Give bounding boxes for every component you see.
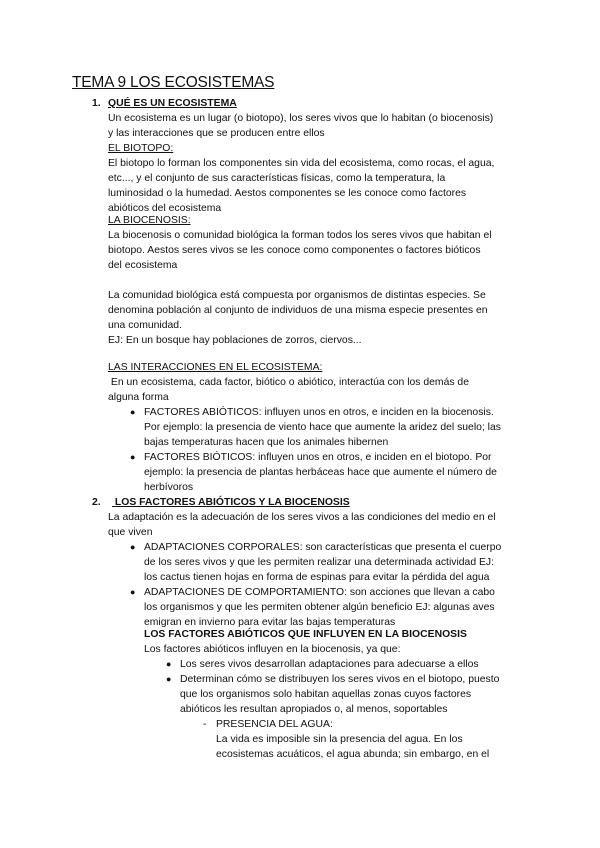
bullet-abioticos-line: bajas temperaturas hacen que los animales hibernen bbox=[144, 437, 389, 448]
bullet-corporales-line: ADAPTACIONES CORPORALES: son características que presenta el cuerpo bbox=[144, 542, 502, 553]
interacciones-line: alguna forma bbox=[108, 392, 169, 403]
comunidad-line: denomina población al conjunto de individuos de una misma especie presentes en bbox=[108, 305, 488, 316]
bullet-dot: ● bbox=[130, 452, 136, 462]
bullet-comportamiento-line: los organismos y que les permiten obtener algún beneficio EJ: algunas aves bbox=[144, 602, 495, 613]
section-2-heading: LOS FACTORES ABIÓTICOS Y LA BIOCENOSIS bbox=[112, 497, 350, 508]
subsection-heading: LOS FACTORES ABIÓTICOS QUE INFLUYEN EN LA BIOCENOSIS bbox=[144, 629, 467, 640]
dash-marker: - bbox=[203, 719, 207, 730]
bullet-comportamiento-line: ADAPTACIONES DE COMPORTAMIENTO: son acciones que llevan a cabo bbox=[144, 587, 495, 598]
comunidad-example: EJ: En un bosque hay poblaciones de zorros, ciervos... bbox=[108, 335, 362, 346]
bullet-bioticos-line: herbívoros bbox=[144, 482, 194, 493]
bullet-corporales-line: los cactus tienen hojas en forma de espinas para evitar la pérdida del agua bbox=[144, 572, 490, 583]
subsection-intro: Los factores abióticos influyen en la biocenosis, ya que: bbox=[144, 644, 401, 655]
biotopo-line: etc..., y el conjunto de sus características físicas, como la temperatura, la bbox=[108, 173, 446, 184]
biocenosis-line: biotopo. Aestos seres vivos se les conoce como componentes o factores bióticos bbox=[108, 245, 481, 256]
comunidad-line: La comunidad biológica está compuesta por organismos de distintas especies. Se bbox=[108, 290, 486, 301]
biocenosis-line: del ecosistema bbox=[108, 260, 178, 271]
bullet-dot: ● bbox=[130, 587, 136, 597]
bullet-corporales-line: de los seres vivos y que les permiten realizar una determinada actividad EJ: bbox=[144, 557, 494, 568]
bullet-dot: ● bbox=[130, 542, 136, 552]
page-title: TEMA 9 LOS ECOSISTEMAS bbox=[72, 74, 275, 91]
comunidad-line: una comunidad. bbox=[108, 320, 182, 331]
s2-intro-line: que viven bbox=[108, 527, 153, 538]
dash-item-line: ecosistemas acuáticos, el agua abunda; sin embargo, en el bbox=[216, 749, 490, 760]
section-1-number: 1. bbox=[92, 98, 101, 109]
bullet-comportamiento-line: emigran en invierno para evitar las bajas temperaturas bbox=[144, 617, 396, 628]
sub-bullet-line: Los seres vivos desarrollan adaptaciones para adecuarse a ellos bbox=[180, 659, 479, 670]
bullet-abioticos-line: Por ejemplo: la presencia de viento hace que aumente la aridez del suelo; las bbox=[144, 422, 501, 433]
dash-item-title: PRESENCIA DEL AGUA: bbox=[216, 719, 333, 730]
sub-bullet-line: abióticos les resultan apropiados o, al menos, soportables bbox=[180, 704, 448, 715]
biotopo-title: EL BIOTOPO: bbox=[108, 143, 174, 154]
biocenosis-line: La biocenosis o comunidad biológica la forman todos los seres vivos que habitan el bbox=[108, 230, 492, 241]
s1-intro-line: y las interacciones que se producen entre ellos bbox=[108, 128, 325, 139]
bullet-bioticos-line: ejemplo: la presencia de plantas herbáceas hace que aumente el número de bbox=[144, 467, 497, 478]
sub-bullet-line: Determinan cómo se distribuyen los seres vivos en el biotopo, puesto bbox=[180, 674, 500, 685]
section-2-number: 2. bbox=[92, 497, 101, 508]
bullet-dot: ● bbox=[166, 659, 172, 669]
bullet-abioticos-line: FACTORES ABIÓTICOS: influyen unos en otros, e inciden en la biocenosis. bbox=[144, 407, 494, 418]
dash-item-line: La vida es imposible sin la presencia del agua. En los bbox=[216, 734, 463, 745]
interacciones-title: LAS INTERACCIONES EN EL ECOSISTEMA: bbox=[108, 362, 323, 373]
section-1-heading: QUÉ ES UN ECOSISTEMA bbox=[108, 98, 237, 109]
bullet-dot: ● bbox=[130, 407, 136, 417]
biotopo-line: El biotopo lo forman los componentes sin vida del ecosistema, como rocas, el agua, bbox=[108, 158, 495, 169]
biotopo-line: abióticos del ecosistema bbox=[108, 203, 222, 214]
biotopo-line: luminosidad o la humedad. Aestos componentes se les conoce como factores bbox=[108, 188, 467, 199]
s1-intro-line: Un ecosistema es un lugar (o biotopo), los seres vivos que lo habitan (o biocenosis) bbox=[108, 113, 494, 124]
sub-bullet-line: que los organismos solo habitan aquellas zonas cuyos factores bbox=[180, 689, 472, 700]
s2-intro-line: La adaptación es la adecuación de los seres vivos a las condiciones del medio en el bbox=[108, 512, 496, 523]
interacciones-line: En un ecosistema, cada factor, biótico o abiótico, interactúa con los demás de bbox=[108, 377, 469, 388]
biocenosis-title: LA BIOCENOSIS: bbox=[108, 215, 191, 226]
bullet-dot: ● bbox=[166, 674, 172, 684]
bullet-bioticos-line: FACTORES BIÓTICOS: influyen unos en otros, e inciden en el biotopo. Por bbox=[144, 452, 492, 463]
